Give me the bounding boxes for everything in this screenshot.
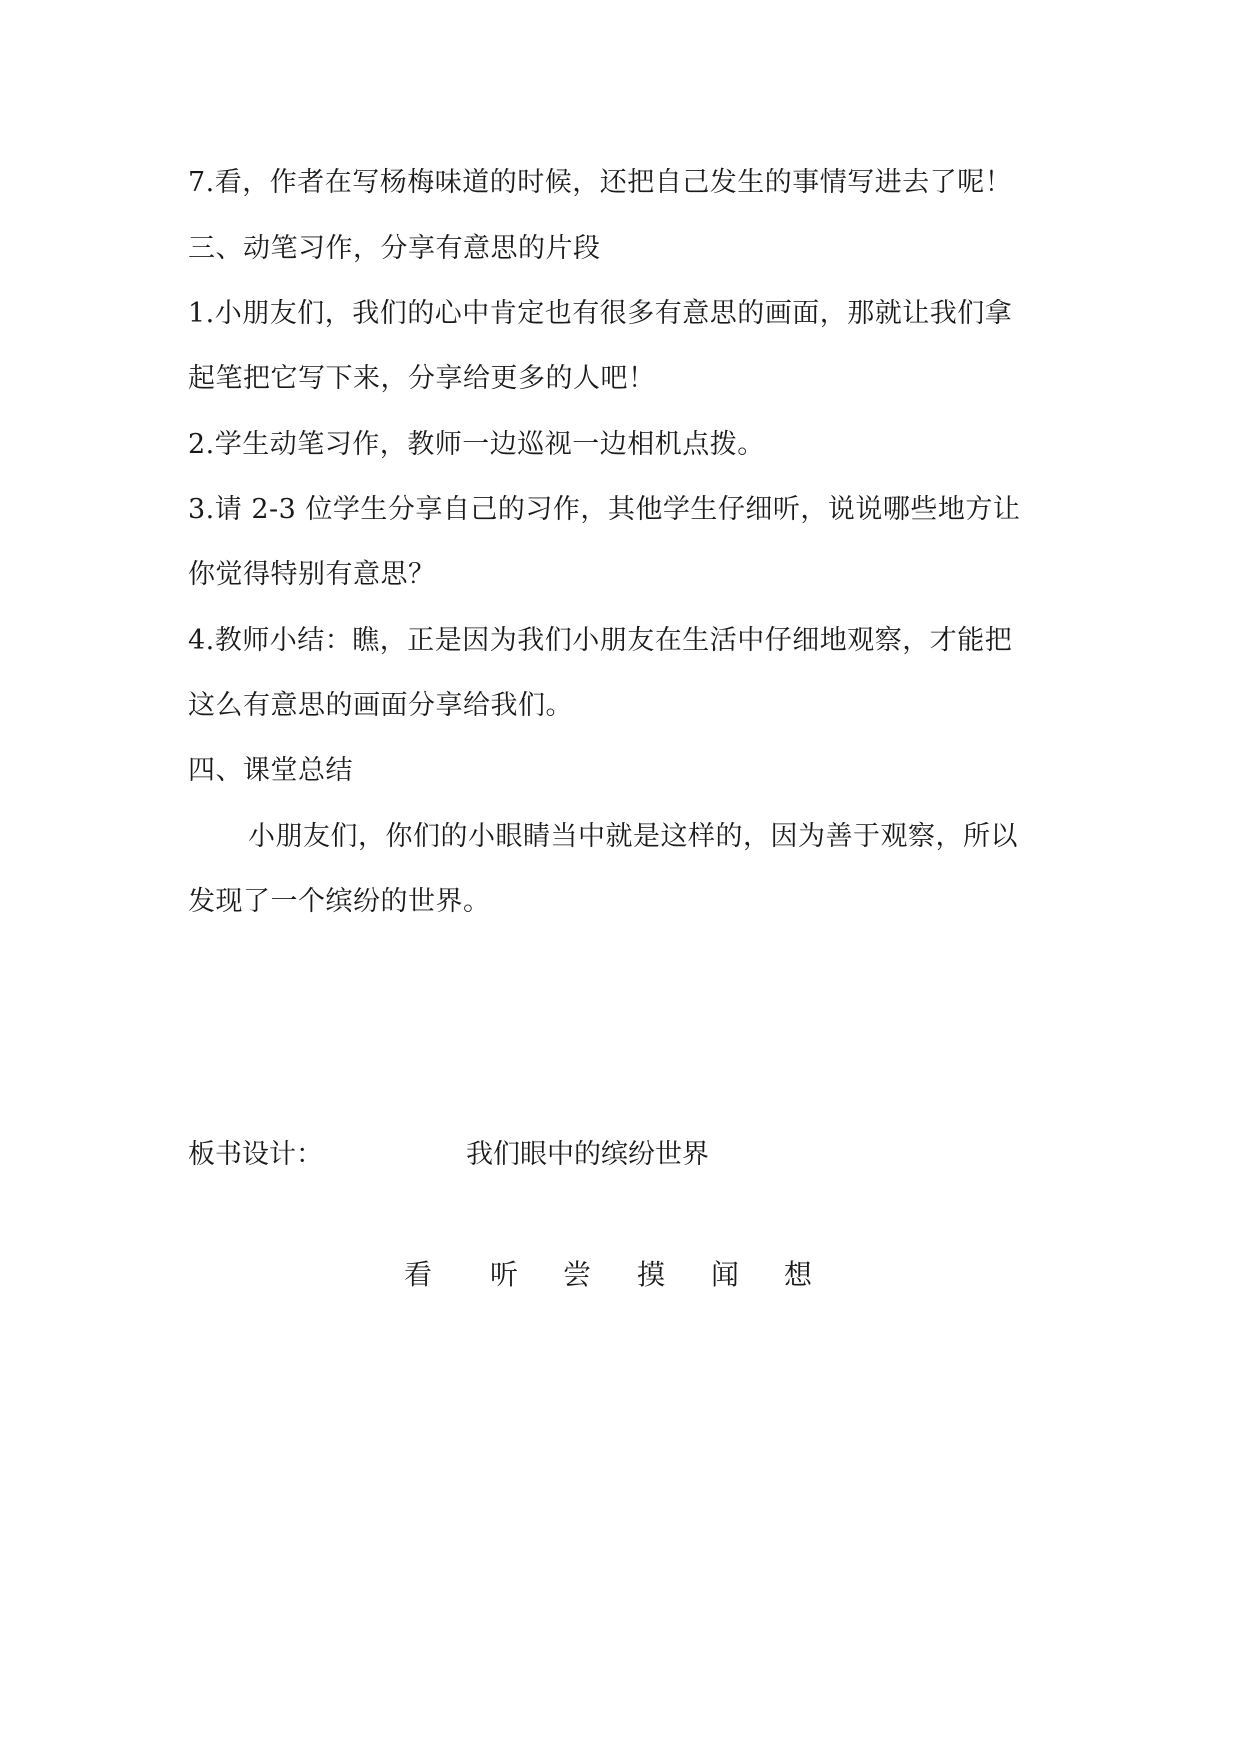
paragraph-step-3-line-1: 3.请 2-3 位学生分享自己的习作，其他学生仔细听，说说哪些地方让 bbox=[188, 494, 1021, 525]
paragraph-step-7: 7.看，作者在写杨梅味道的时候，还把自己发生的事情写进去了呢！ bbox=[188, 167, 1013, 198]
paragraph-step-4-line-2: 这么有意思的画面分享给我们。 bbox=[188, 690, 573, 721]
sense-item: 想 bbox=[784, 1258, 813, 1291]
sense-item: 闻 bbox=[711, 1258, 740, 1291]
paragraph-step-1-line-1: 1.小朋友们，我们的心中肯定也有很多有意思的画面，那就让我们拿 bbox=[188, 298, 1013, 329]
paragraph-step-2: 2.学生动笔习作，教师一边巡视一边相机点拨。 bbox=[188, 429, 765, 460]
section-heading-writing: 三、动笔习作，分享有意思的片段 bbox=[188, 233, 601, 264]
board-design-title: 我们眼中的缤纷世界 bbox=[466, 1139, 709, 1170]
paragraph-step-1-line-2: 起笔把它写下来，分享给更多的人吧！ bbox=[188, 363, 656, 394]
sense-item: 尝 bbox=[563, 1258, 592, 1291]
section-heading-summary: 四、课堂总结 bbox=[188, 755, 353, 786]
sense-item: 摸 bbox=[637, 1258, 666, 1291]
paragraph-step-4-line-1: 4.教师小结：瞧，正是因为我们小朋友在生活中仔细地观察，才能把 bbox=[188, 625, 1013, 656]
sense-item: 看 bbox=[404, 1258, 433, 1291]
summary-paragraph-line-1: 小朋友们，你们的小眼睛当中就是这样的，因为善于观察，所以 bbox=[248, 821, 1018, 852]
summary-paragraph-line-2: 发现了一个缤纷的世界。 bbox=[188, 886, 491, 917]
senses-row bbox=[0, 1258, 1241, 1298]
sense-item: 听 bbox=[490, 1258, 519, 1291]
paragraph-step-3-line-2: 你觉得特别有意思？ bbox=[188, 559, 436, 590]
board-design-label: 板书设计： bbox=[188, 1139, 323, 1170]
